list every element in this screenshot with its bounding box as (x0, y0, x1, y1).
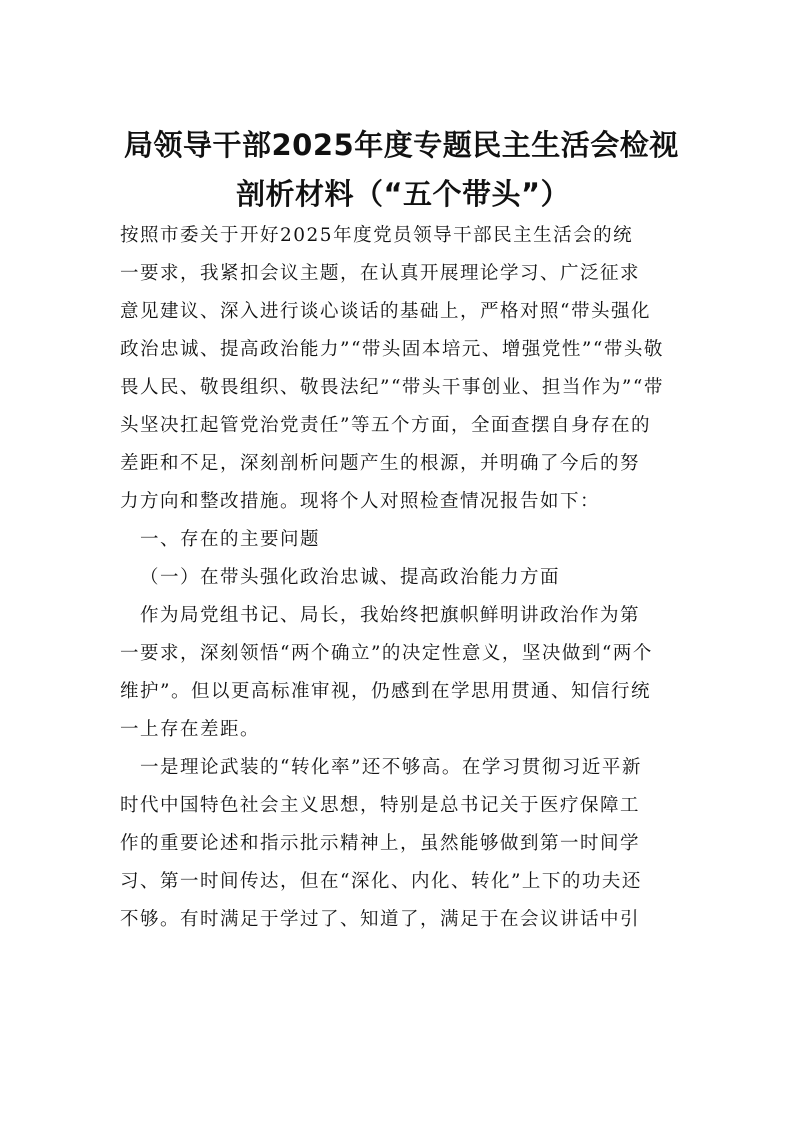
paragraph-line: 一要求，我紧扣会议主题，在认真开展理论学习、广泛征求 (120, 263, 641, 284)
paragraph-line: 一要求，深刻领悟“两个确立”的决定性意义，坚决做到“两个 (120, 643, 653, 664)
document-title-line-1: 局领导干部2025年度专题民主生活会检视 (124, 128, 679, 162)
paragraph-line: 一是理论武装的“转化率”还不够高。在学习贯彻习近平新 (140, 757, 642, 778)
document-title-line-2: 剖析材料（“五个带头”） (236, 177, 571, 211)
paragraph-line: 作的重要论述和指示批示精神上，虽然能够做到第一时间学 (120, 833, 641, 854)
paragraph-line: 一上存在差距。 (120, 719, 261, 740)
paragraph-line: 畏人民、敬畏组织、敬畏法纪”“带头干事创业、担当作为”“带 (120, 377, 664, 398)
paragraph-line: 维护”。但以更高标准审视，仍感到在学思用贯通、知信行统 (120, 681, 651, 702)
paragraph-line: 差距和不足，深刻剖析问题产生的根源，并明确了今后的努 (120, 453, 641, 474)
paragraph-line: 头坚决扛起管党治党责任”等五个方面，全面查摆自身存在的 (120, 415, 651, 436)
paragraph-line: 政治忠诚、提高政治能力”“带头固本培元、增强党性”“带头敬 (120, 339, 664, 360)
paragraph-line: 时代中国特色社会主义思想，特别是总书记关于医疗保障工 (120, 795, 641, 816)
paragraph-line: 按照市委关于开好2025年度党员领导干部民主生活会的统 (120, 225, 634, 246)
paragraph-line: 作为局党组书记、局长，我始终把旗帜鲜明讲政治作为第 (140, 605, 641, 626)
section-heading: 一、存在的主要问题 (140, 529, 321, 550)
paragraph-line: 不够。有时满足于学过了、知道了，满足于在会议讲话中引 (120, 909, 641, 930)
paragraph-line: 力方向和整改措施。现将个人对照检查情况报告如下： (120, 491, 601, 512)
paragraph-line: 意见建议、深入进行谈心谈话的基础上，严格对照“带头强化 (120, 301, 651, 322)
subsection-heading: （一）在带头强化政治忠诚、提高政治能力方面 (140, 567, 561, 588)
paragraph-line: 习、第一时间传达，但在“深化、内化、转化”上下的功夫还 (120, 871, 642, 892)
